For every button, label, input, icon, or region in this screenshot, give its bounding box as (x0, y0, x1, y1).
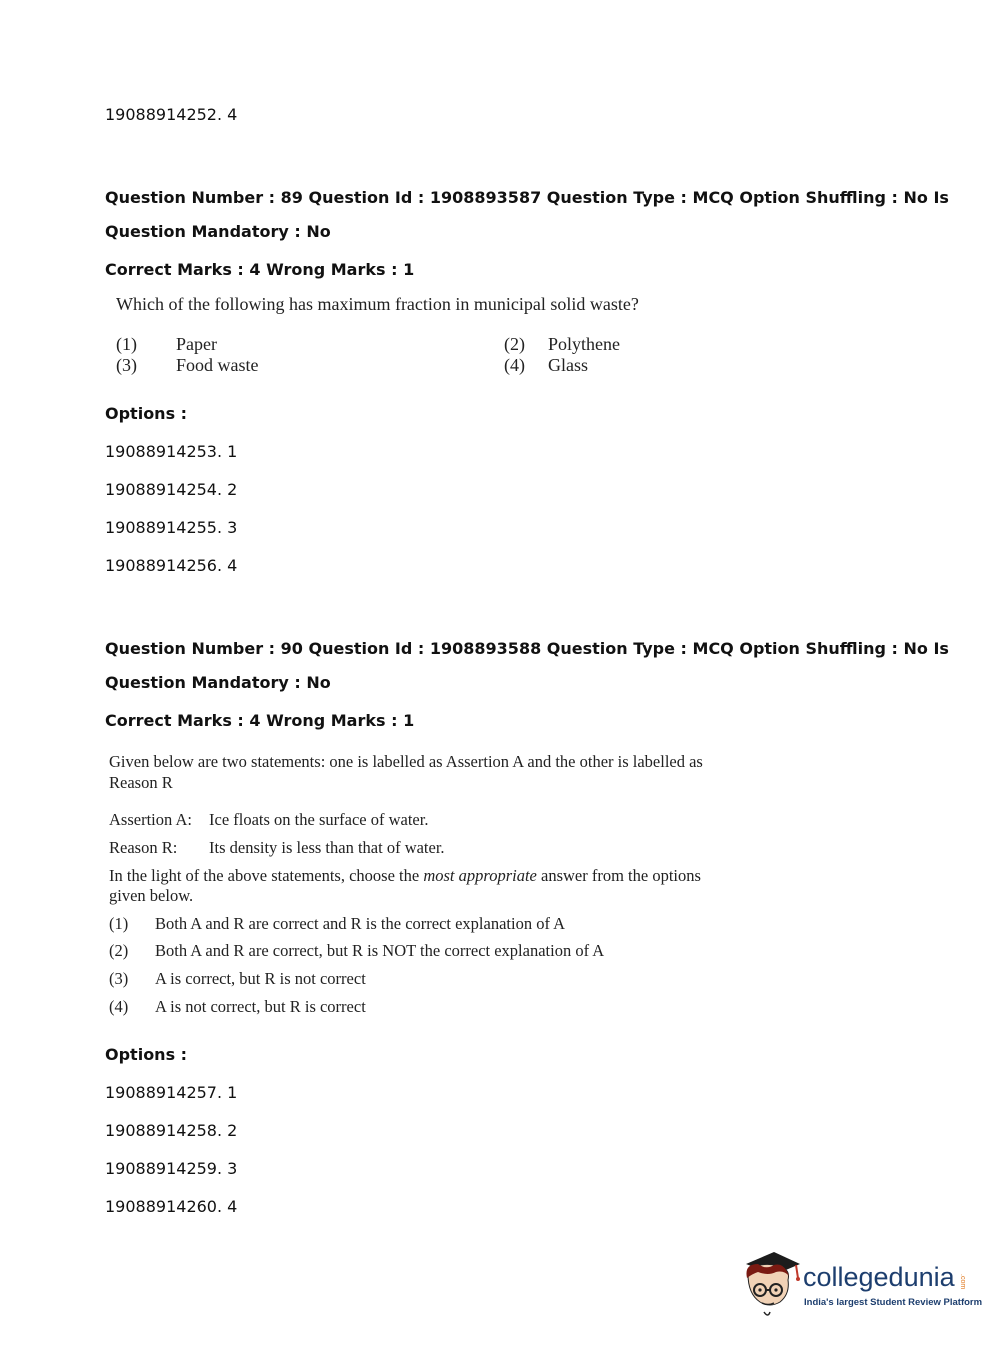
option-line: 19088914260. 4 (105, 1197, 238, 1216)
question-intro: Given below are two statements: one is labelled as Assertion A and the other is labelled as (109, 752, 703, 771)
instruction (109, 866, 701, 886)
option-line: 19088914258. 2 (105, 1121, 238, 1140)
option-line: 19088914257. 1 (105, 1083, 238, 1102)
instruction-part: answer from the options (536, 866, 701, 885)
choice-text: Paper (176, 334, 217, 354)
choice-number: (2) (109, 941, 129, 960)
logo-suffix: .com (959, 1274, 966, 1290)
question-stem: Which of the following has maximum fraction in municipal solid waste? (116, 294, 639, 314)
choice-text: Food waste (176, 355, 259, 375)
question-mandatory: Question Mandatory : No (105, 222, 331, 241)
option-line: 19088914254. 2 (105, 480, 238, 499)
option-line: 19088914256. 4 (105, 556, 238, 575)
choice-number: (2) (504, 334, 525, 354)
options-label: Options : (105, 404, 188, 423)
assertion-text: Ice floats on the surface of water. (209, 810, 429, 829)
choice-number: (1) (116, 334, 137, 354)
option-line: 19088914253. 1 (105, 442, 238, 461)
option-line: 19088914259. 3 (105, 1159, 238, 1178)
choice-number: (4) (109, 997, 129, 1016)
choice-text: A is not correct, but R is correct (155, 997, 366, 1016)
instruction-part: In the light of the above statements, choose the (109, 866, 424, 885)
collegedunia-logo[interactable] (740, 1248, 983, 1324)
question-header: Question Number : 90 Question Id : 1908893588 Question Type : MCQ Option Shuffling : No Is (105, 639, 949, 658)
option-line: 19088914255. 3 (105, 518, 238, 537)
options-label: Options : (105, 1045, 188, 1064)
question-intro: Reason R (109, 773, 173, 792)
reason-label: Reason R: (109, 838, 178, 857)
choice-number: (1) (109, 914, 129, 933)
option-line: 19088914252. 4 (105, 105, 238, 124)
logo-tagline: India's largest Student Review Platform (804, 1297, 983, 1308)
question-mandatory: Question Mandatory : No (105, 673, 331, 692)
reason-text: Its density is less than that of water. (209, 838, 445, 857)
question-marks: Correct Marks : 4 Wrong Marks : 1 (105, 711, 415, 730)
question-body (116, 294, 756, 375)
choice-text: Both A and R are correct and R is the correct explanation of A (155, 914, 566, 933)
instruction: given below. (109, 886, 194, 905)
choice-text: A is correct, but R is not correct (155, 969, 366, 988)
choice-text: Glass (548, 355, 588, 375)
question-marks: Correct Marks : 4 Wrong Marks : 1 (105, 260, 415, 279)
assertion-label: Assertion A: (109, 810, 192, 829)
choice-text: Polythene (548, 334, 620, 354)
choice-number: (4) (504, 355, 525, 375)
choice-number: (3) (116, 355, 137, 375)
choice-number: (3) (109, 969, 129, 988)
choice-text: Both A and R are correct, but R is NOT the correct explanation of A (155, 941, 605, 960)
question-header: Question Number : 89 Question Id : 1908893587 Question Type : MCQ Option Shuffling : No Is (105, 188, 949, 207)
instruction-emphasis: most appropriate (423, 866, 537, 885)
mascot-icon (740, 1248, 802, 1320)
logo-wordmark: collegedunia (803, 1262, 955, 1292)
